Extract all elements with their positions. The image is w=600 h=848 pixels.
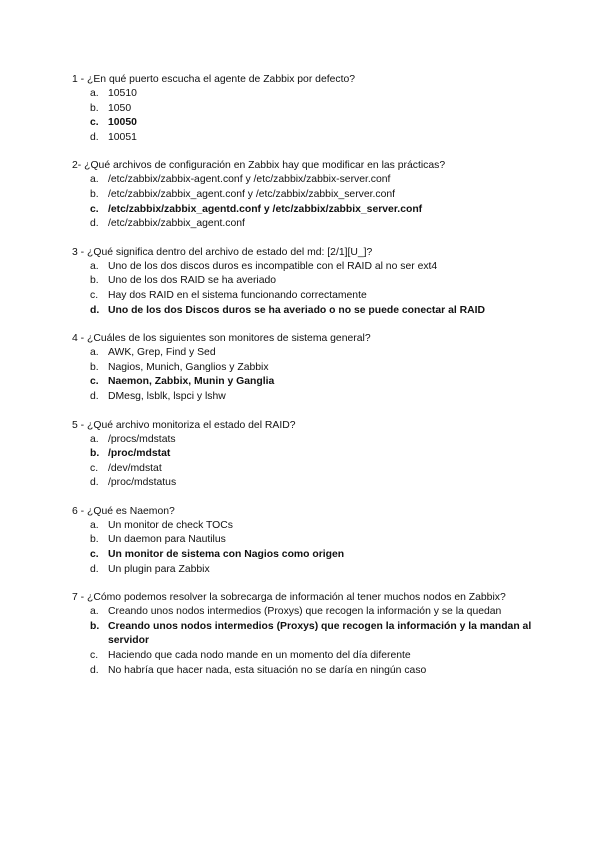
option-d (72, 563, 532, 578)
option-text: /procs/mdstats (108, 433, 176, 445)
option-text: Creando unos nodos intermedios (Proxys) que recogen la información y la mandan al servidor (108, 620, 532, 647)
option-list (72, 260, 532, 318)
option-text: Uno de los dos Discos duros se ha averiado o no se puede conectar al RAID (108, 304, 486, 316)
question-3 (72, 245, 532, 318)
option-c (72, 289, 532, 304)
option-letter: a. (90, 88, 99, 99)
option-b (72, 188, 532, 203)
option-a (72, 173, 532, 188)
option-d (72, 476, 532, 491)
question-5 (72, 418, 532, 491)
option-letter: d. (90, 131, 99, 143)
option-letter: d. (90, 390, 99, 402)
option-letter: b. (90, 534, 99, 546)
option-c (72, 548, 532, 563)
option-list (72, 605, 532, 678)
option-text: Haciendo que cada nodo mande en un momento del día diferente (108, 650, 411, 662)
option-text: 10050 (108, 117, 137, 129)
option-text: Un plugin para Zabbix (108, 563, 210, 575)
option-d (72, 131, 532, 146)
option-c (72, 116, 532, 131)
option-letter: c. (90, 376, 99, 388)
option-text: AWK, Grep, Find y Sed (108, 347, 216, 359)
option-a (72, 605, 532, 620)
option-letter: c. (90, 650, 99, 662)
option-list (72, 173, 532, 231)
option-letter: a. (90, 519, 99, 531)
option-letter: b. (90, 275, 99, 287)
option-letter: b. (90, 620, 100, 632)
option-a (72, 433, 532, 448)
option-letter: a. (90, 260, 99, 272)
option-letter: a. (90, 174, 99, 186)
option-b (72, 447, 532, 462)
option-letter: c. (90, 549, 99, 561)
option-letter: d. (90, 563, 99, 575)
option-letter: c. (90, 203, 99, 215)
option-b (72, 620, 532, 649)
question-6 (72, 504, 532, 577)
option-a (72, 346, 532, 361)
option-letter: b. (90, 448, 100, 460)
option-text: /etc/zabbix/zabbix_agent.conf y /etc/zabbix/zabbix_server.conf (108, 188, 396, 200)
option-b (72, 102, 532, 117)
question-text: 5 - ¿Qué archivo monitoriza el estado del RAID? (72, 419, 296, 431)
option-text: 10051 (108, 131, 137, 143)
option-list (72, 346, 532, 404)
option-a (72, 87, 532, 102)
option-d (72, 664, 532, 679)
option-text: Hay dos RAID en el sistema funcionando correctamente (108, 289, 367, 301)
option-text: /proc/mdstat (108, 448, 171, 460)
question-7 (72, 590, 532, 678)
option-text: Creando unos nodos intermedios (Proxys) que recogen la información y se la quedan (108, 606, 502, 618)
option-c (72, 462, 532, 477)
option-c (72, 375, 532, 390)
option-letter: a. (90, 606, 99, 618)
option-text: /etc/zabbix/zabbix-agent.conf y /etc/zabbix/zabbix-server.conf (108, 174, 391, 186)
option-list (72, 87, 532, 145)
option-text: Uno de los dos discos duros es incompatible con el RAID al no ser ext4 (108, 260, 438, 272)
option-a (72, 519, 532, 534)
option-list (72, 519, 532, 577)
option-letter: c. (90, 117, 99, 129)
option-text: Un daemon para Nautilus (108, 534, 226, 546)
option-b (72, 274, 532, 289)
question-4 (72, 331, 532, 404)
question-text: 1 - ¿En qué puerto escucha el agente de Zabbix por defecto? (72, 74, 356, 85)
option-list (72, 433, 532, 491)
option-letter: d. (90, 477, 99, 489)
option-c (72, 649, 532, 664)
option-d (72, 304, 532, 319)
option-text: Uno de los dos RAID se ha averiado (108, 275, 277, 287)
option-b (72, 361, 532, 376)
option-letter: b. (90, 102, 99, 114)
option-text: DMesg, lsblk, lspci y lshw (108, 390, 226, 402)
option-letter: a. (90, 347, 99, 359)
option-text: /proc/mdstatus (108, 477, 177, 489)
question-1 (72, 72, 532, 145)
option-letter: d. (90, 664, 99, 676)
question-text: 4 - ¿Cuáles de los siguientes son monitores de sistema general? (72, 333, 371, 345)
option-text: Un monitor de check TOCs (108, 519, 233, 531)
option-text: Naemon, Zabbix, Munin y Ganglia (108, 376, 275, 388)
option-text: 10510 (108, 88, 137, 99)
option-text: /etc/zabbix/zabbix_agent.conf (108, 218, 245, 230)
option-letter: c. (90, 289, 99, 301)
option-letter: b. (90, 188, 99, 200)
option-d (72, 390, 532, 405)
option-a (72, 260, 532, 275)
option-letter: d. (90, 304, 100, 316)
question-2 (72, 158, 532, 231)
option-text: Un monitor de sistema con Nagios como origen (108, 549, 345, 561)
option-letter: d. (90, 218, 99, 230)
question-text: 3 - ¿Qué significa dentro del archivo de estado del md: [2/1][U_]? (72, 246, 373, 258)
question-text: 7 - ¿Cómo podemos resolver la sobrecarga de información al tener muchos nodos en Zabbix? (72, 592, 506, 604)
option-text: Nagios, Munich, Ganglios y Zabbix (108, 361, 269, 373)
option-text: /etc/zabbix/zabbix_agentd.conf y /etc/zabbix/zabbix_server.conf (108, 203, 423, 215)
option-c (72, 203, 532, 218)
question-text: 2- ¿Qué archivos de configuración en Zabbix hay que modificar en las prácticas? (72, 160, 446, 172)
option-letter: b. (90, 361, 99, 373)
option-letter: c. (90, 462, 99, 474)
option-text: 1050 (108, 102, 132, 114)
option-text: No habría que hacer nada, esta situación no se daría en ningún caso (108, 664, 427, 676)
option-d (72, 217, 532, 232)
question-text: 6 - ¿Qué es Naemon? (72, 505, 175, 517)
quiz-document (72, 72, 532, 691)
option-letter: a. (90, 433, 99, 445)
option-text: /dev/mdstat (108, 462, 162, 474)
option-b (72, 533, 532, 548)
